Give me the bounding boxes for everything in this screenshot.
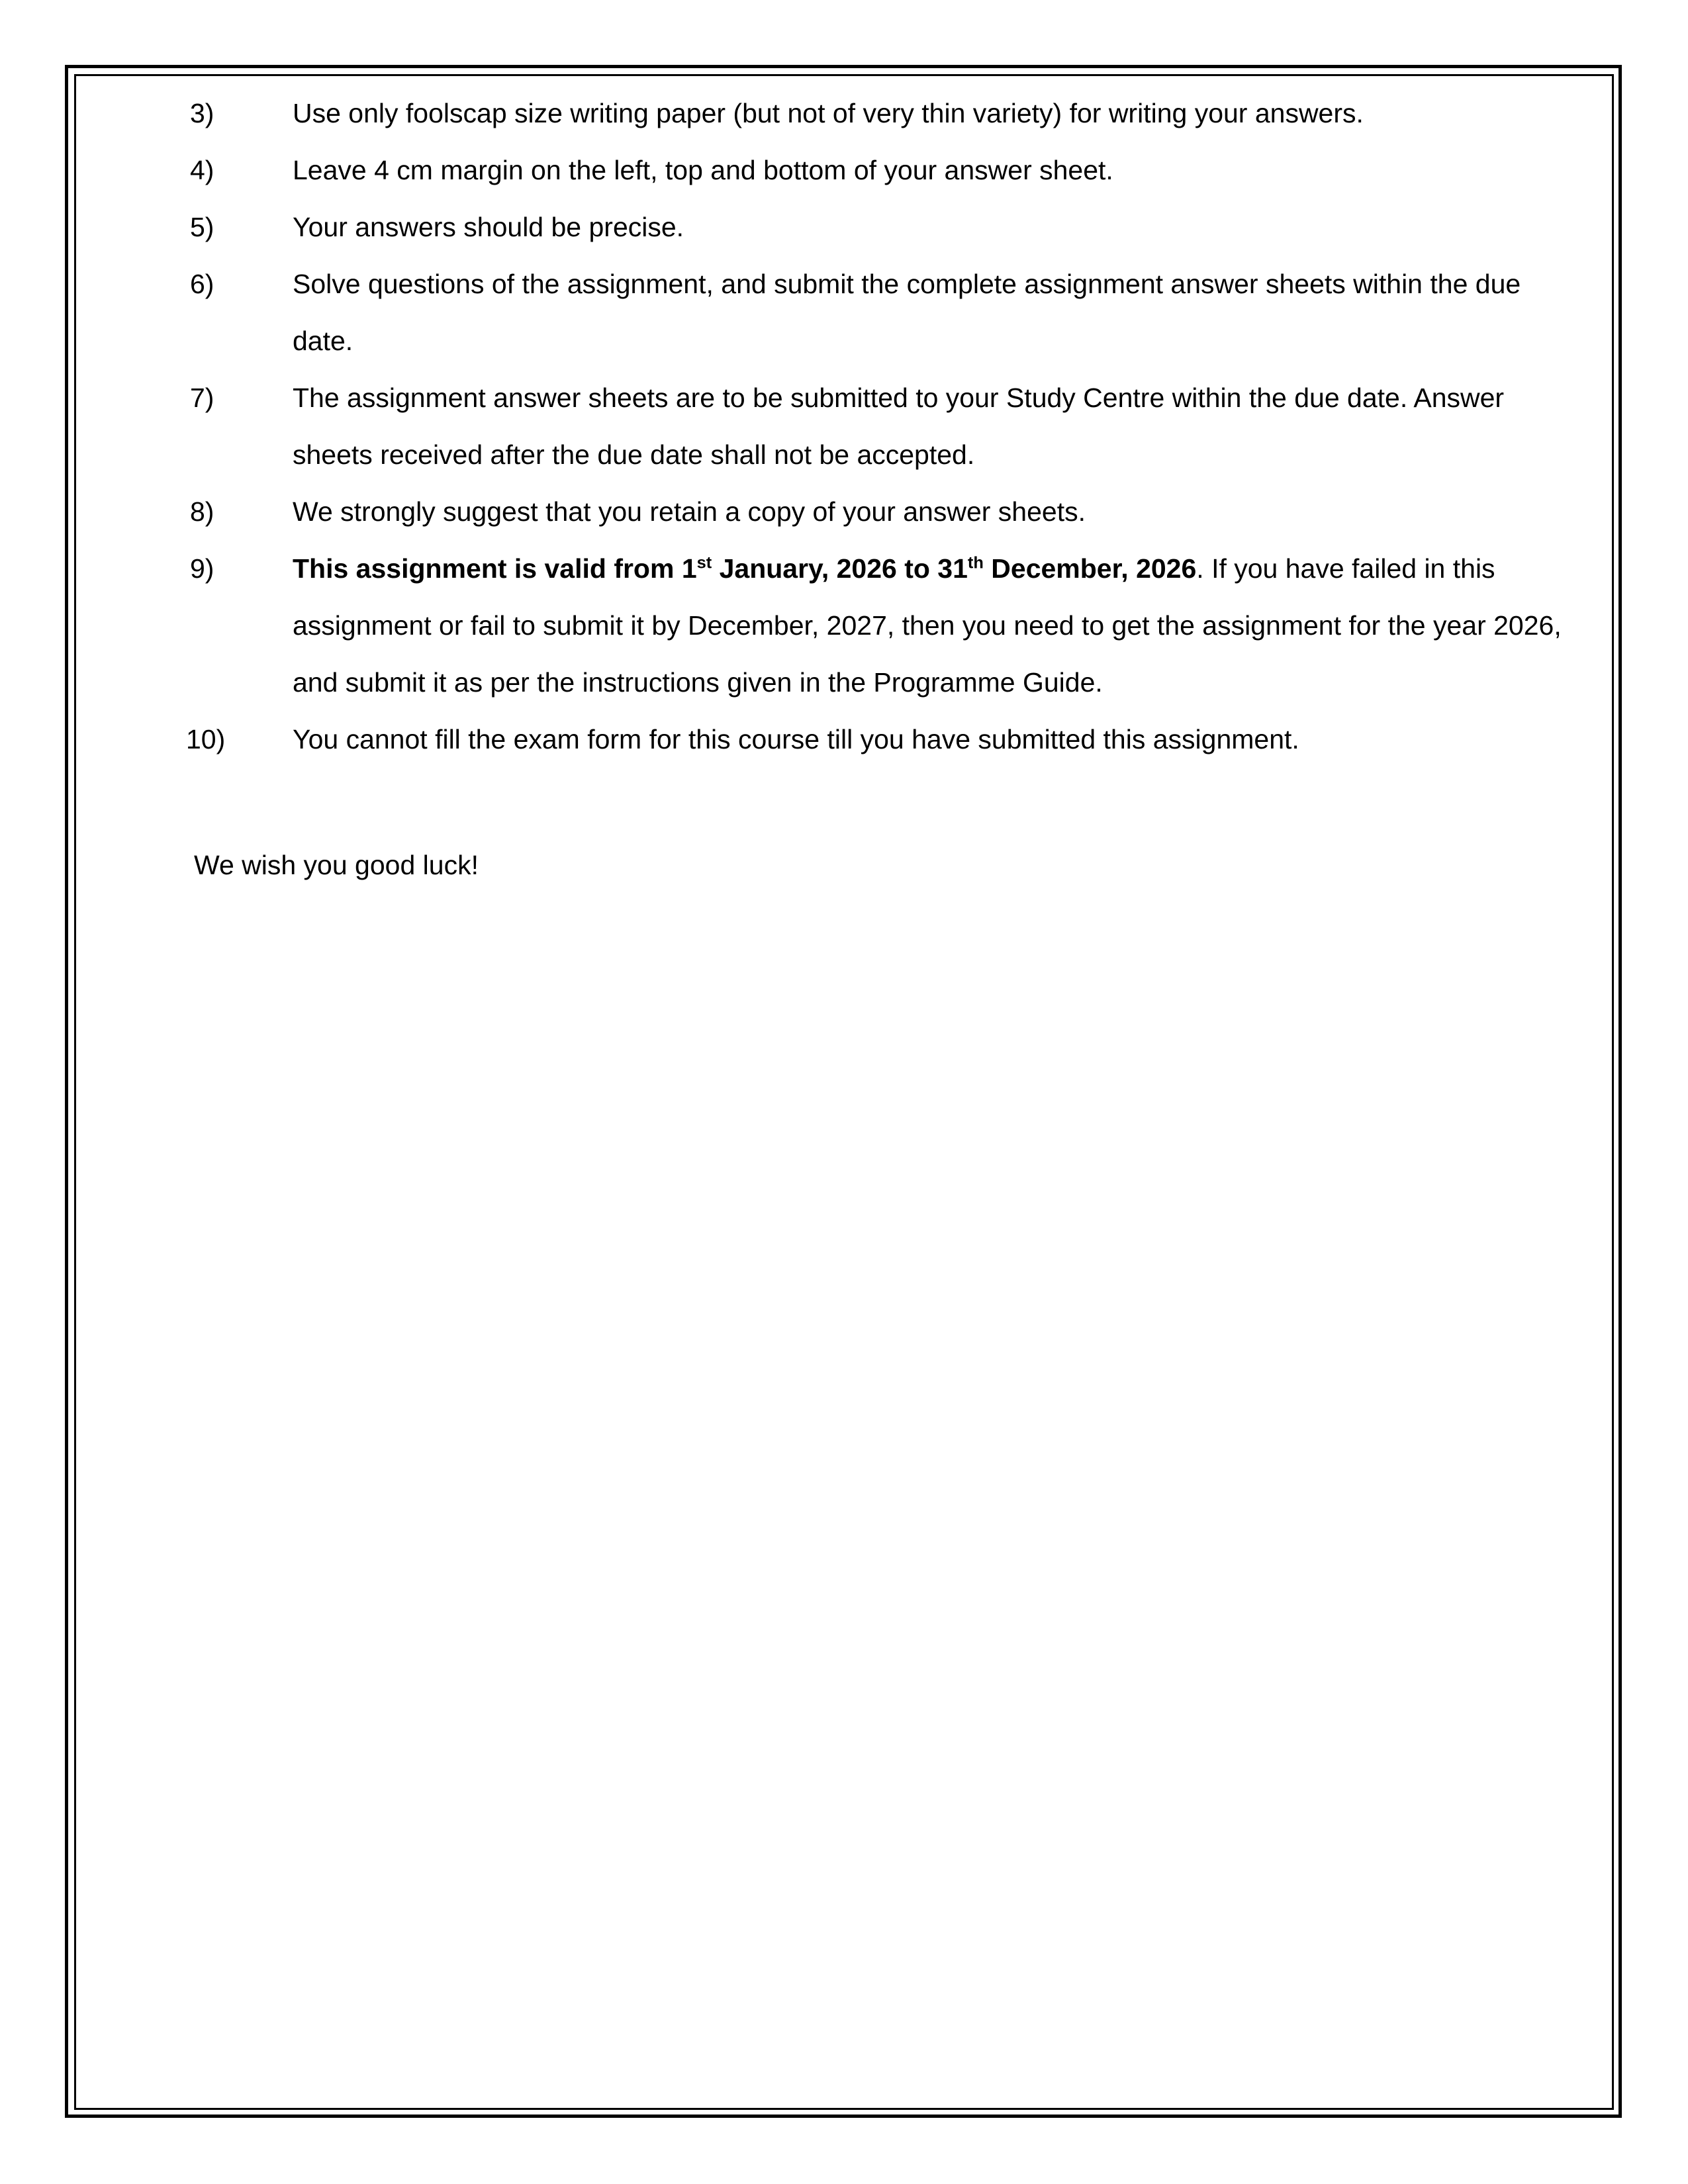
- validity-statement-bold: [293, 553, 1196, 584]
- validity-remainder-text: . If you have failed in this assignment or fail to submit it by December, 2027, then you need to get the assignment for the year 2026, and submit it as per the instructions given in the Programme Guide.: [293, 553, 1562, 698]
- list-item: [190, 255, 1587, 369]
- list-item-text: The assignment answer sheets are to be submitted to your Study Centre within the due date. Answer sheets received after the due date shall not be accepted.: [293, 383, 1505, 470]
- list-item-text: Your answers should be precise.: [293, 212, 684, 242]
- page-content: [186, 85, 1587, 893]
- list-item-text: You cannot fill the exam form for this course till you have submitted this assignment.: [293, 724, 1299, 754]
- list-item-text: [293, 540, 1587, 711]
- list-item-number: 8): [190, 496, 214, 527]
- list-item-text: Solve questions of the assignment, and submit the complete assignment answer sheets within the due date.: [293, 269, 1521, 356]
- list-item-text: Use only foolscap size writing paper (but not of very thin variety) for writing your answers.: [293, 98, 1364, 128]
- list-item-number: 7): [190, 383, 214, 413]
- list-item-number: 10): [186, 724, 226, 754]
- list-item: [186, 711, 1587, 768]
- instruction-list: [186, 85, 1587, 768]
- list-item: [190, 483, 1587, 540]
- list-item: [190, 85, 1587, 142]
- list-item-number: 5): [190, 212, 214, 242]
- validity-lead-part3: December, 2026: [983, 553, 1197, 584]
- good-luck-message: We wish you good luck!: [194, 850, 479, 880]
- ordinal-suffix-th: th: [967, 553, 984, 572]
- validity-lead-part2: January, 2026 to 31: [712, 553, 968, 584]
- list-item-number: 6): [190, 269, 214, 299]
- list-item: [190, 369, 1587, 483]
- list-item-text: We strongly suggest that you retain a copy of your answer sheets.: [293, 496, 1086, 527]
- list-item-number: 3): [190, 98, 214, 128]
- list-item-text: Leave 4 cm margin on the left, top and bottom of your answer sheet.: [293, 155, 1113, 185]
- list-item: [190, 199, 1587, 255]
- list-item-validity: [190, 540, 1587, 711]
- closing-block: [190, 837, 1587, 893]
- list-item-number: 4): [190, 155, 214, 185]
- list-item-number: 9): [190, 553, 214, 584]
- list-item: [190, 142, 1587, 199]
- validity-lead-part1: This assignment is valid from 1: [293, 553, 697, 584]
- ordinal-suffix-st: st: [696, 553, 712, 572]
